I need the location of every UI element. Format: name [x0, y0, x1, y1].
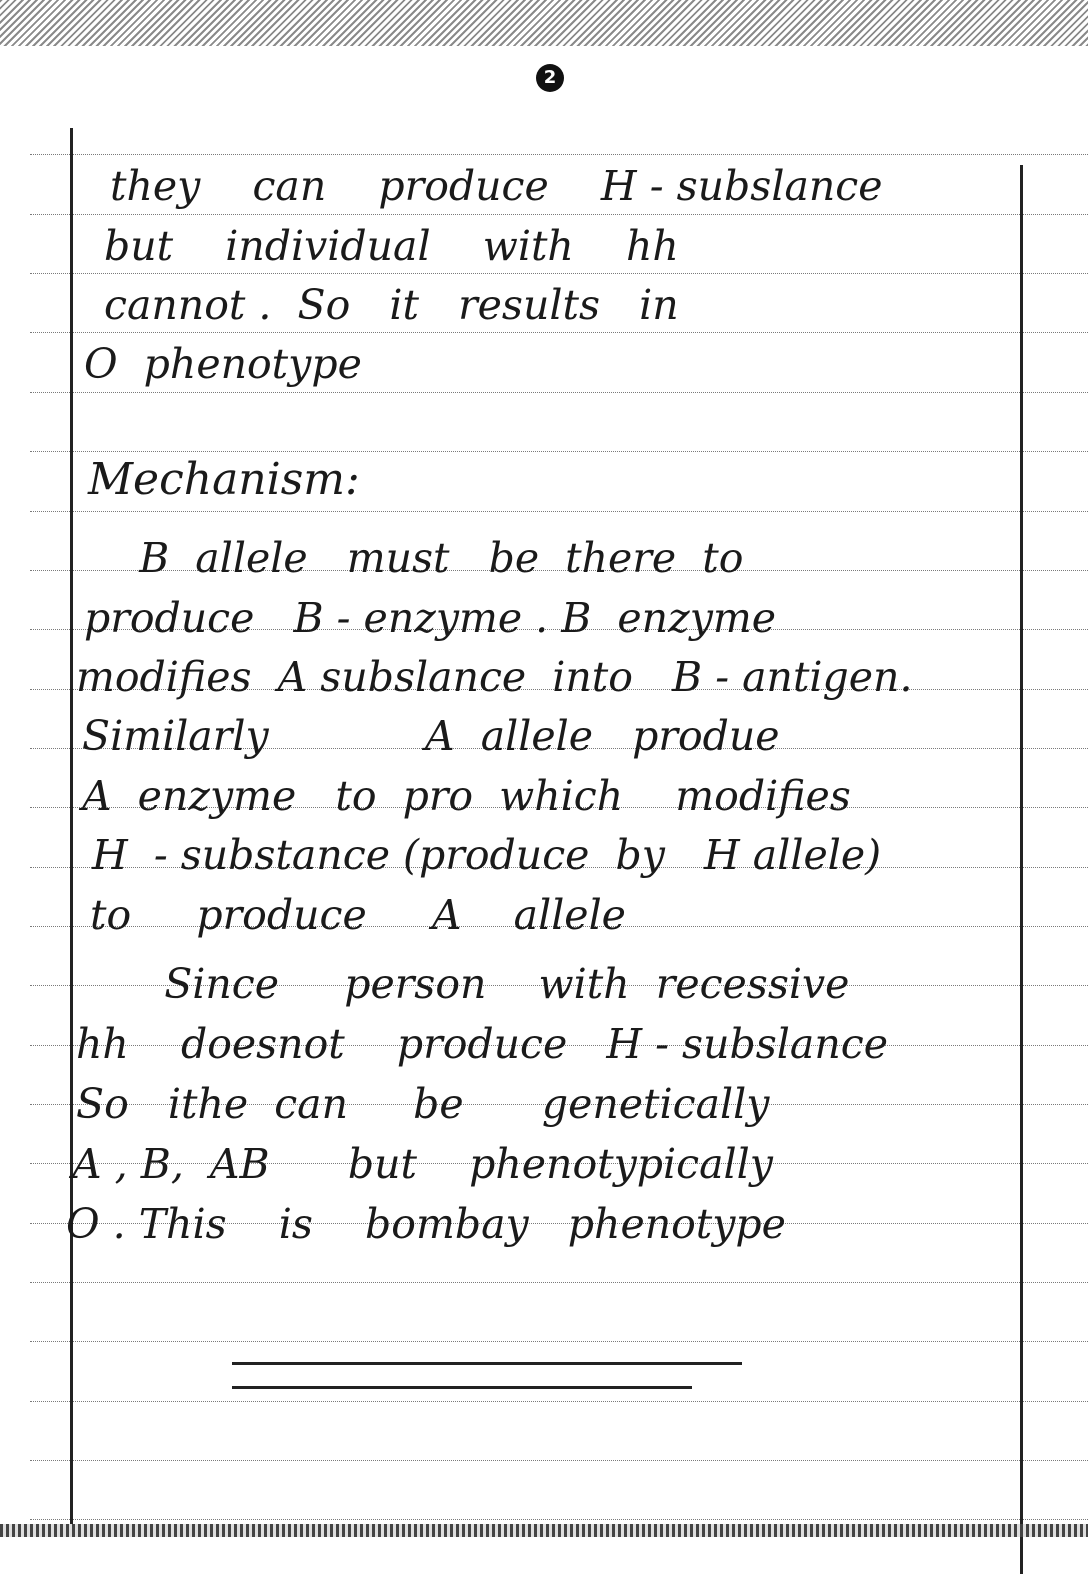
page-number-badge: 2	[536, 64, 564, 92]
end-underline	[232, 1386, 692, 1389]
text-line: So ithe can be genetically	[76, 1080, 770, 1128]
text-line: Similarly A allele produe	[82, 712, 780, 760]
text-line: modifies A subslance into B - antigen.	[76, 653, 913, 701]
text-line: A , B, AB but phenotypically	[72, 1140, 773, 1188]
text-line: to produce A allele	[90, 891, 626, 939]
text-line: A enzyme to pro which modifies	[82, 772, 851, 820]
text-line: cannot . So it results in	[104, 281, 679, 329]
text-line: B allele must be there to	[100, 534, 744, 582]
end-underline	[232, 1362, 742, 1365]
scan-bottom-edge	[0, 1524, 1088, 1537]
text-line: Since person with recessive	[86, 960, 850, 1008]
text-line: produce B - enzyme . B enzyme	[84, 594, 776, 642]
section-heading: Mechanism:	[88, 454, 360, 505]
text-line: O phenotype	[84, 340, 362, 388]
text-line: but individual with hh	[104, 222, 679, 270]
text-line: H - substance (produce by H allele)	[92, 831, 882, 879]
text-line: O . This is bombay phenotype	[66, 1200, 786, 1248]
text-line: hh doesnot produce H - subslance	[76, 1020, 888, 1068]
text-line: they can produce H - subslance	[110, 162, 883, 210]
